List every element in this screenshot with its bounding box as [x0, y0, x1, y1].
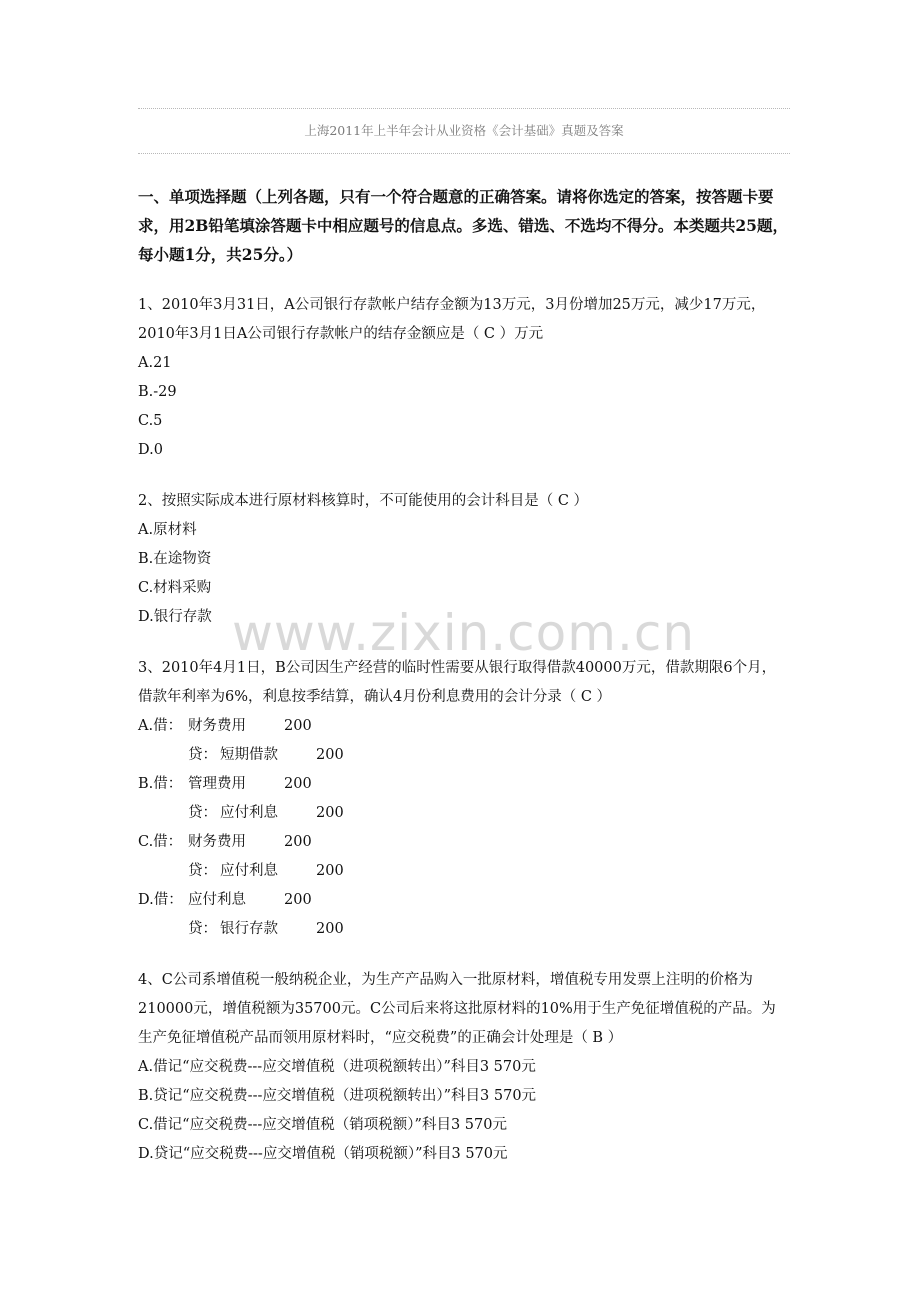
debit-amount: 200: [284, 718, 312, 734]
option-d: D.0: [138, 442, 163, 458]
question-stem: 4、C公司系增值税一般纳税企业，为生产产品购入一批原材料，增值税专用发票上注明的价格为210000元，增值税额为35700元。C公司后来将这批原材料的10%用于生产免征增值税的产品。为生产免征增值税产品而领用原材料时，“应交税费”的正确会计处理是（ B ）: [138, 972, 776, 1046]
option-d: D.银行存款: [138, 609, 212, 625]
option-a: A.21: [138, 355, 172, 371]
option-b: B.贷记“应交税费---应交增值税（进项税额转出）”科目3 570元: [138, 1088, 537, 1104]
credit-amount: 200: [316, 863, 344, 879]
option-b: B.-29: [138, 384, 177, 400]
option-b: B.在途物资: [138, 551, 212, 567]
option-d-credit-line: [138, 915, 790, 944]
option-c: C.5: [138, 413, 163, 429]
debit-amount: 200: [284, 776, 312, 792]
option-c-debit-line: [138, 828, 790, 857]
credit-amount: 200: [316, 747, 344, 763]
credit-label: 贷：: [188, 747, 217, 763]
section-title: 一、单项选择题（上列各题，只有一个符合题意的正确答案。请将你选定的答案，按答题卡要求，用2B铅笔填涂答题卡中相应题号的信息点。多选、错选、不选均不得分。本类题共25题，每小题1分，共25分。）: [138, 187, 788, 264]
question-3: [138, 654, 790, 944]
credit-label: 贷：: [188, 863, 217, 879]
debit-label: B.借：: [138, 776, 183, 792]
question-stem: 1、2010年3月31日，A公司银行存款帐户结存金额为13万元，3月份增加25万元，减少17万元，2010年3月1日A公司银行存款帐户的结存金额应是（ C ）万元: [138, 297, 766, 342]
option-b-credit-line: [138, 799, 790, 828]
option-a-debit-line: [138, 712, 790, 741]
debit-amount: 200: [284, 892, 312, 908]
debit-label: A.借：: [138, 718, 183, 734]
question-4: [138, 966, 790, 1169]
option-c: C.借记“应交税费---应交增值税（销项税额）”科目3 570元: [138, 1117, 507, 1133]
document-page: [138, 108, 790, 1169]
option-c: C.材料采购: [138, 580, 212, 596]
credit-account: 应付利息: [220, 805, 278, 821]
header-bottom-rule: [138, 153, 790, 154]
credit-account: 短期借款: [220, 747, 278, 763]
debit-account: 财务费用: [188, 718, 246, 734]
debit-account: 管理费用: [188, 776, 246, 792]
credit-label: 贷：: [188, 805, 217, 821]
credit-label: 贷：: [188, 921, 217, 937]
option-a-credit-line: [138, 741, 790, 770]
option-d: D.贷记“应交税费---应交增值税（销项税额）”科目3 570元: [138, 1146, 508, 1162]
document-header-title: 上海2011年上半年会计从业资格《会计基础》真题及答案: [304, 123, 624, 138]
credit-amount: 200: [316, 921, 344, 937]
option-b-debit-line: [138, 770, 790, 799]
question-2: [138, 487, 790, 632]
debit-account: 财务费用: [188, 834, 246, 850]
option-c-credit-line: [138, 857, 790, 886]
debit-account: 应付利息: [188, 892, 246, 908]
question-stem: 3、2010年4月1日，B公司因生产经营的临时性需要从银行取得借款40000万元，借款期限6个月，借款年利率为6%，利息按季结算，确认4月份利息费用的会计分录（ C ）: [138, 660, 777, 705]
credit-account: 应付利息: [220, 863, 278, 879]
option-d-debit-line: [138, 886, 790, 915]
option-a: A.借记“应交税费---应交增值税（进项税额转出）”科目3 570元: [138, 1059, 536, 1075]
credit-account: 银行存款: [220, 921, 278, 937]
question-1: [138, 291, 790, 465]
credit-amount: 200: [316, 805, 344, 821]
debit-label: C.借：: [138, 834, 183, 850]
question-stem: 2、按照实际成本进行原材料核算时，不可能使用的会计科目是（ C ）: [138, 493, 589, 509]
watermark: www.zixin.com.cn: [232, 604, 696, 662]
debit-amount: 200: [284, 834, 312, 850]
option-a: A.原材料: [138, 522, 197, 538]
debit-label: D.借：: [138, 892, 183, 908]
